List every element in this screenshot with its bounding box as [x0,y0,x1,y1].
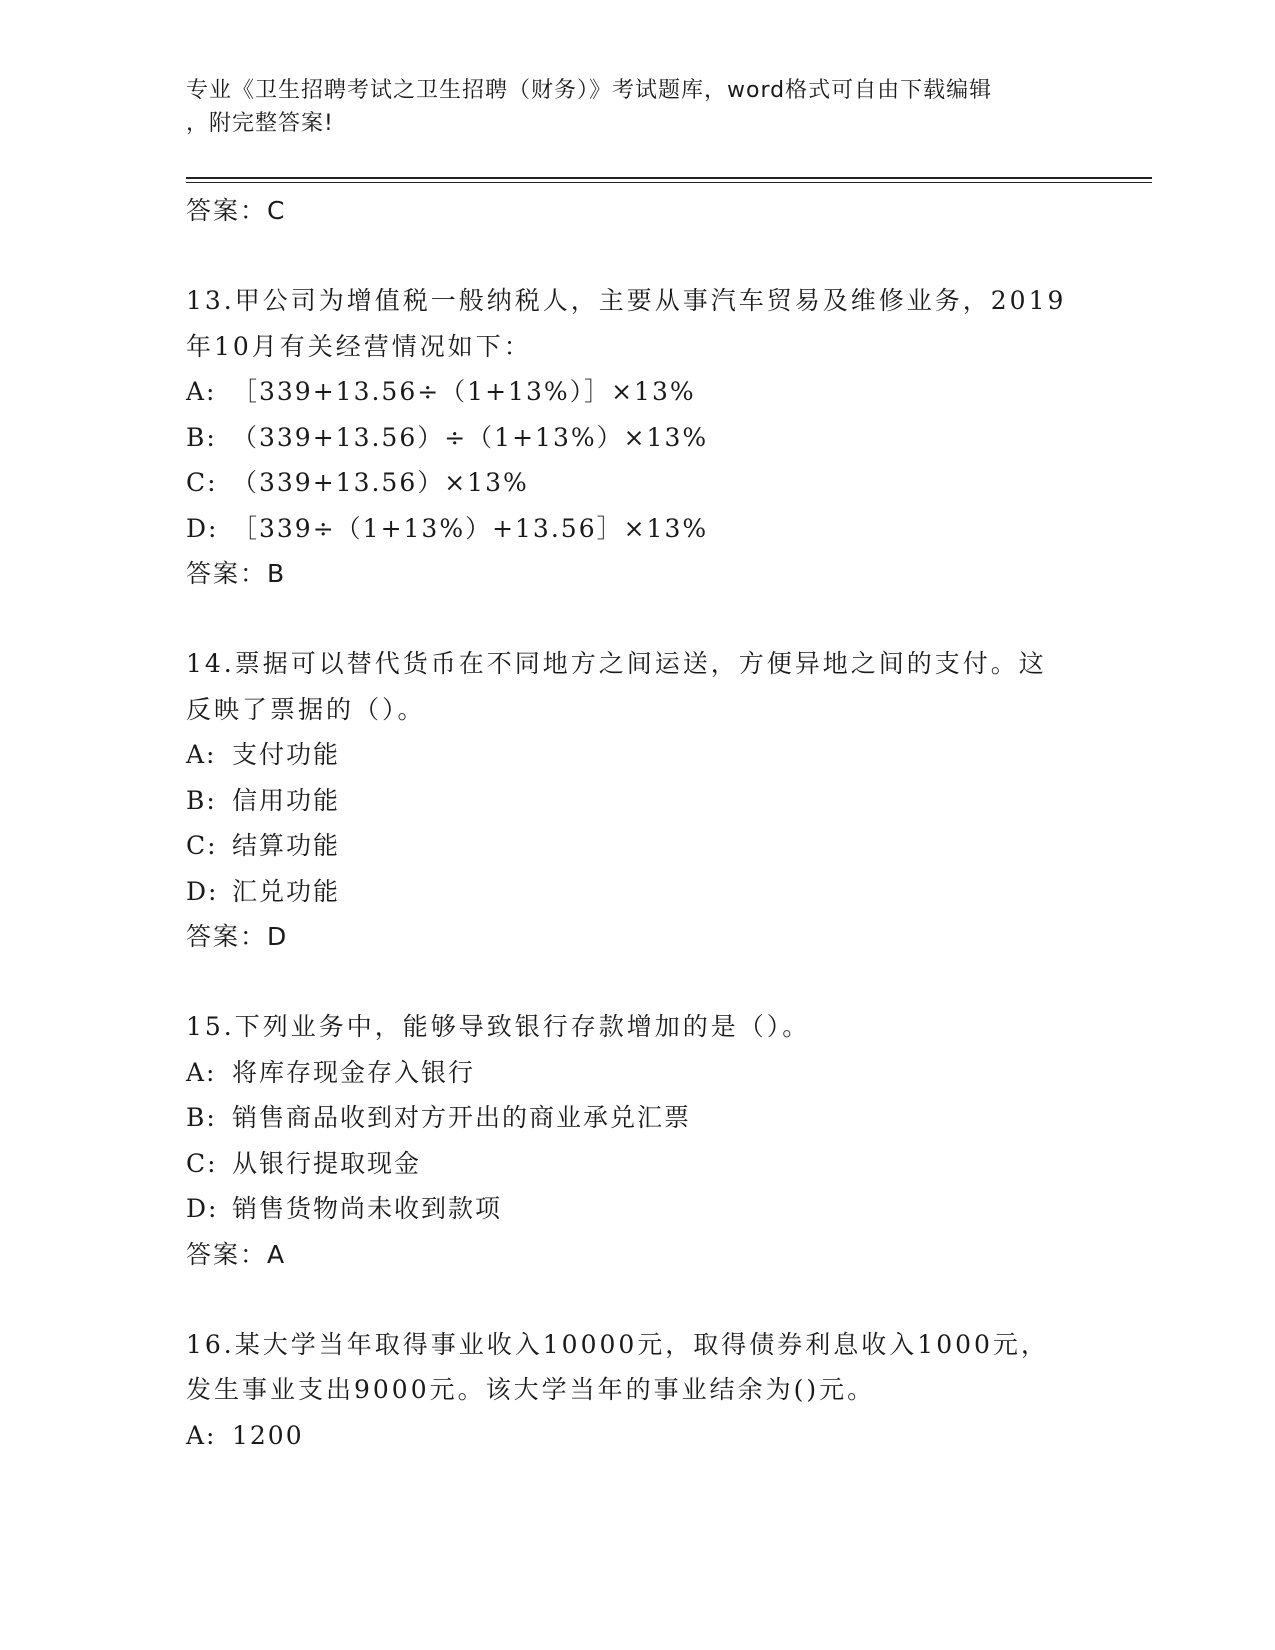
option-d [186,1186,1086,1232]
option-a [186,732,1086,778]
header-divider-thin [186,182,1152,183]
question-15 [186,1004,1086,1278]
option-text: ［339+13.56÷（1+13%）］×13% [232,377,696,406]
option-letter: B: [186,785,217,815]
header-divider-thick [186,177,1152,179]
option-letter: A: [186,1420,217,1450]
option-text: 销售货物尚未收到款项 [232,1194,503,1223]
option-text: （339+13.56）÷（1+13%）×13% [232,422,709,452]
option-text: 将库存现金存入银行 [232,1057,476,1087]
option-b [186,778,1086,824]
option-d [186,506,1086,552]
previous-answer: 答案：C [186,196,287,225]
option-text: 从银行提取现金 [232,1148,422,1178]
question-text-line: 发生事业支出9000元。该大学当年的事业结余为()元。 [186,1375,876,1404]
option-letter: D: [186,876,219,906]
question-text-line: 年10月有关经营情况如下： [186,331,532,361]
question-text-line: 13.甲公司为增值税一般纳税人，主要从事汽车贸易及维修业务，2019 [186,286,1067,315]
option-letter: D: [186,513,219,543]
option-letter: A: [186,1057,217,1087]
option-c [186,823,1086,869]
answer: 答案：A [186,1239,287,1269]
question-16 [186,1322,1086,1459]
page-header [186,74,1066,140]
option-letter: D: [186,1194,219,1223]
question-text [186,1322,1086,1413]
option-a [186,1050,1086,1096]
header-title-line-2: ，附完整答案! [186,111,334,136]
question-text [186,278,1086,369]
option-text: 结算功能 [232,831,341,860]
question-text-line: 14.票据可以替代货币在不同地方之间运送，方便异地之间的支付。这 [186,649,1047,678]
option-b [186,415,1086,461]
option-a [186,369,1086,415]
option-text: 1200 [232,1420,304,1450]
option-b [186,1095,1086,1141]
question-13 [186,278,1086,597]
option-a [186,1413,1086,1459]
answer: 答案：B [186,559,287,588]
question-list [186,188,1086,1458]
header-title-line-1: 专业《卫生招聘考试之卫生招聘（财务）》考试题库，word格式可自由下载编辑 [186,78,993,103]
option-c [186,1141,1086,1187]
answer: 答案：D [186,922,289,951]
question-text-line: 16.某大学当年取得事业收入10000元，取得债券利息收入1000元， [186,1329,1049,1359]
question-text [186,641,1086,732]
option-letter: C: [186,468,218,497]
option-text: 销售商品收到对方开出的商业承兑汇票 [232,1103,692,1132]
question-text-line: 反映了票据的（）。 [186,694,426,724]
option-letter: C: [186,831,218,860]
option-text: 信用功能 [232,785,341,815]
option-letter: B: [186,1103,217,1132]
option-d [186,869,1086,915]
option-text: （339+13.56）×13% [232,468,529,497]
option-text: ［339÷（1+13%）+13.56］×13% [232,513,709,543]
option-text: 汇兑功能 [232,876,341,906]
option-text: 支付功能 [232,740,341,769]
option-letter: A: [186,740,217,769]
option-letter: C: [186,1148,218,1178]
option-c [186,460,1086,506]
question-text [186,1004,1086,1050]
question-text-line: 15.下列业务中，能够导致银行存款增加的是（）。 [186,1012,811,1041]
option-letter: B: [186,422,217,452]
option-letter: A: [186,377,217,406]
question-14 [186,641,1086,960]
